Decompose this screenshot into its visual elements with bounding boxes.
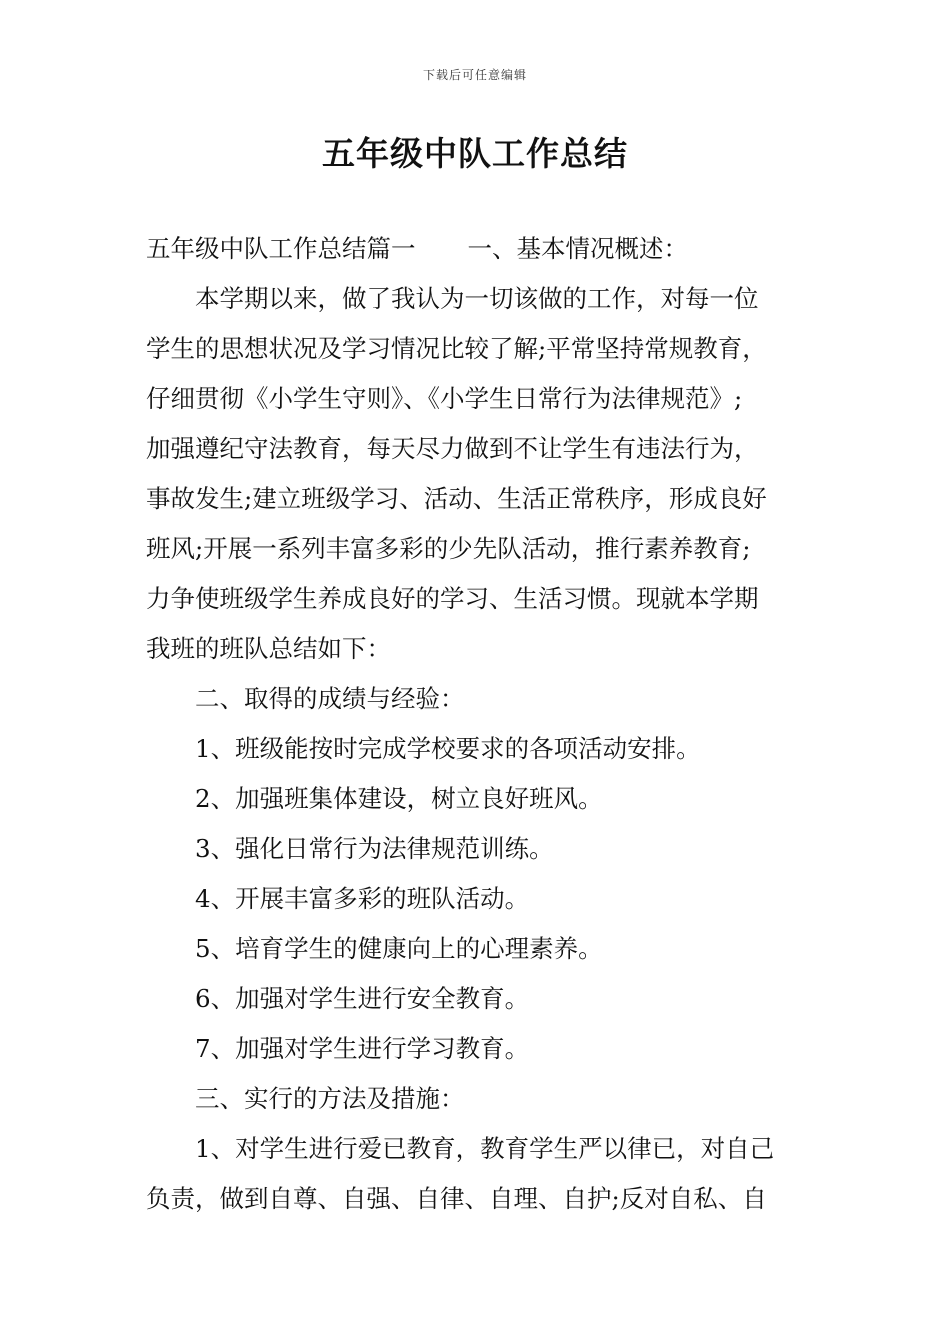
document-title: 五年级中队工作总结	[322, 134, 628, 173]
text-line: 1、对学生进行爱已教育，教育学生严以律已，对自己	[195, 1134, 775, 1163]
first-line	[146, 224, 810, 274]
text-line: 班风;开展一系列丰富多彩的少先队活动，推行素养教育;	[146, 534, 751, 563]
text-line: 负责，做到自尊、自强、自律、自理、自护;反对自私、自	[146, 1184, 767, 1213]
text-line: 4、开展丰富多彩的班队活动。	[195, 884, 530, 913]
document-body	[146, 224, 810, 1224]
text-line: 6、加强对学生进行安全教育。	[195, 984, 530, 1013]
text-line: 加强遵纪守法教育，每天尽力做到不让学生有违法行为，	[146, 434, 759, 463]
header-note: 下载后可任意编辑	[422, 68, 527, 82]
section-heading-part: 五年级中队工作总结篇一	[146, 234, 416, 263]
text-line: 三、实行的方法及措施：	[195, 1084, 465, 1113]
text-line: 7、加强对学生进行学习教育。	[195, 1034, 530, 1063]
text-line: 5、培育学生的健康向上的心理素养。	[195, 934, 603, 963]
paragraph-lines	[146, 274, 810, 1224]
text-line: 1、班级能按时完成学校要求的各项活动安排。	[195, 734, 701, 763]
text-line: 2、加强班集体建设，树立良好班风。	[195, 784, 603, 813]
text-line: 我班的班队总结如下：	[146, 634, 391, 663]
text-line: 仔细贯彻《小学生守则》、《小学生日常行为法律规范》;	[146, 384, 743, 413]
text-line: 力争使班级学生养成良好的学习、生活习惯。现就本学期	[146, 584, 759, 613]
text-line: 事故发生;建立班级学习、活动、生活正常秩序，形成良好	[146, 484, 767, 513]
text-line: 本学期以来，做了我认为一切该做的工作，对每一位	[195, 284, 759, 313]
text-line: 3、强化日常行为法律规范训练。	[195, 834, 554, 863]
text-line: 二、取得的成绩与经验：	[195, 684, 465, 713]
text-line: 学生的思想状况及学习情况比较了解;平常坚持常规教育，	[146, 334, 767, 363]
subsection-heading-part: 一、基本情况概述：	[467, 234, 688, 263]
